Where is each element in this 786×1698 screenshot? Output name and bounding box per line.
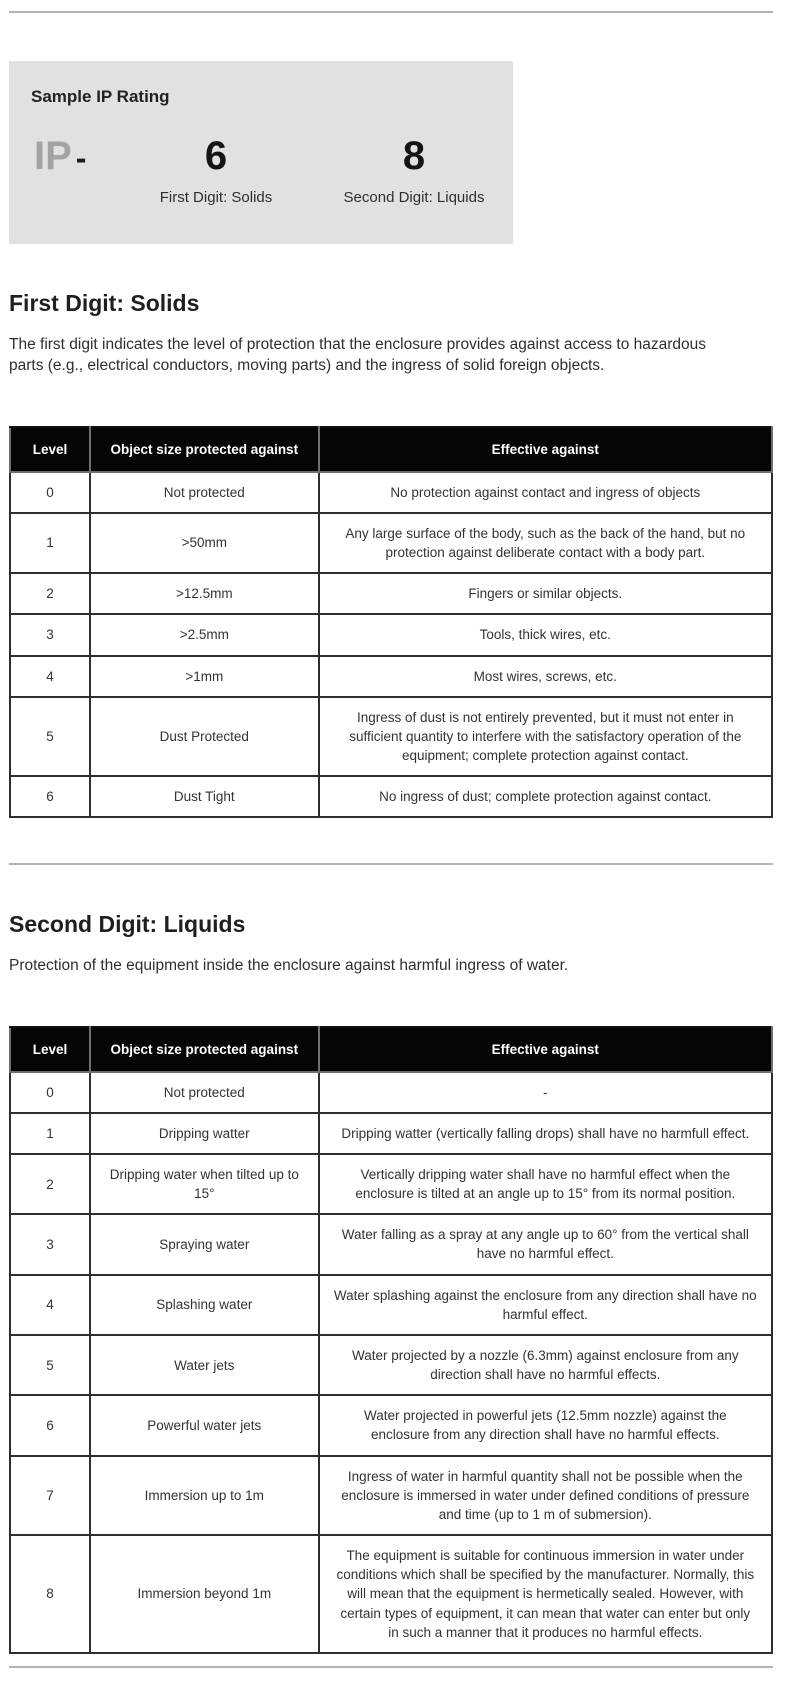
column-header: Level — [10, 427, 90, 472]
second-digit-column — [315, 136, 513, 206]
object-size-cell: Spraying water — [90, 1214, 319, 1274]
solids-table — [9, 426, 773, 819]
level-cell: 5 — [10, 697, 90, 776]
level-cell: 0 — [10, 1072, 90, 1113]
level-cell: 7 — [10, 1456, 90, 1535]
effective-cell: Tools, thick wires, etc. — [319, 614, 772, 655]
object-size-cell: Immersion up to 1m — [90, 1456, 319, 1535]
table-row — [10, 1214, 772, 1274]
effective-cell: Ingress of dust is not entirely prevented, but it must not enter in sufficient quantity to interfere with the satisfactory operation of the equipment; complete protection against contact. — [319, 697, 772, 776]
object-size-cell: >1mm — [90, 656, 319, 697]
object-size-cell: Powerful water jets — [90, 1395, 319, 1455]
table-row — [10, 472, 772, 513]
level-cell: 3 — [10, 1214, 90, 1274]
level-cell: 6 — [10, 776, 90, 817]
level-cell: 6 — [10, 1395, 90, 1455]
level-cell: 4 — [10, 656, 90, 697]
level-cell: 1 — [10, 513, 90, 573]
second-digit-value: 8 — [402, 134, 426, 178]
page — [0, 11, 786, 1698]
column-header: Object size protected against — [90, 1027, 319, 1072]
effective-cell: Water projected by a nozzle (6.3mm) against enclosure from any direction shall have no harmful effects. — [319, 1335, 772, 1395]
table-row — [10, 513, 772, 573]
object-size-cell: Water jets — [90, 1335, 319, 1395]
table-row — [10, 1535, 772, 1653]
section-divider — [9, 863, 773, 865]
level-cell: 2 — [10, 1154, 90, 1214]
level-cell: 8 — [10, 1535, 90, 1653]
solids-section-intro: The first digit indicates the level of protection that the enclosure provides against access to hazardous parts (e.g., electrical conductors, moving parts) and the ingress of solid foreign objects. — [9, 336, 707, 375]
column-header: Effective against — [319, 1027, 772, 1072]
level-cell: 1 — [10, 1113, 90, 1154]
level-cell: 3 — [10, 614, 90, 655]
effective-cell: Water splashing against the enclosure from any direction shall have no harmful effect. — [319, 1275, 772, 1335]
object-size-cell: Dripping water when tilted up to 15° — [90, 1154, 319, 1214]
ip-letters: IP — [34, 134, 72, 178]
effective-cell: The equipment is suitable for continuous immersion in water under conditions which shall be specified by the manufacturer. Normally, this will mean that the equipment is hermetically sealed. However, with certain types of equipment, it can mean that water can enter but only in such a manner that it produces no harmful effects. — [319, 1535, 772, 1653]
object-size-cell: Dripping watter — [90, 1113, 319, 1154]
table-row — [10, 656, 772, 697]
effective-cell: Water projected in powerful jets (12.5mm nozzle) against the enclosure from any direction shall have no harmful effects. — [319, 1395, 772, 1455]
liquids-table — [9, 1026, 773, 1654]
ip-rating-display — [9, 134, 513, 206]
table-row — [10, 1154, 772, 1214]
column-header: Effective against — [319, 427, 772, 472]
table-row — [10, 697, 772, 776]
object-size-cell: Dust Tight — [90, 776, 319, 817]
effective-cell: Dripping watter (vertically falling drops) shall have no harmfull effect. — [319, 1113, 772, 1154]
bottom-divider — [9, 1666, 773, 1668]
table-row — [10, 1113, 772, 1154]
first-digit-value: 6 — [204, 134, 228, 178]
effective-cell: Any large surface of the body, such as the back of the hand, but no protection against deliberate contact with a body part. — [319, 513, 772, 573]
effective-cell: Fingers or similar objects. — [319, 573, 772, 614]
second-digit-caption: Second Digit: Liquids — [343, 189, 485, 206]
object-size-cell: Not protected — [90, 1072, 319, 1113]
object-size-cell: >2.5mm — [90, 614, 319, 655]
level-cell: 4 — [10, 1275, 90, 1335]
effective-cell: No ingress of dust; complete protection against contact. — [319, 776, 772, 817]
column-header: Level — [10, 1027, 90, 1072]
effective-cell: Water falling as a spray at any angle up to 60° from the vertical shall have no harmful effect. — [319, 1214, 772, 1274]
object-size-cell: >50mm — [90, 513, 319, 573]
level-cell: 2 — [10, 573, 90, 614]
object-size-cell: Splashing water — [90, 1275, 319, 1335]
table-row — [10, 1395, 772, 1455]
sample-ip-rating-box — [9, 61, 513, 244]
column-header: Object size protected against — [90, 427, 319, 472]
effective-cell: Vertically dripping water shall have no harmful effect when the enclosure is tilted at an angle up to 15° from its normal position. — [319, 1154, 772, 1214]
effective-cell: Most wires, screws, etc. — [319, 656, 772, 697]
level-cell: 0 — [10, 472, 90, 513]
table-row — [10, 614, 772, 655]
effective-cell: - — [319, 1072, 772, 1113]
sample-box-title: Sample IP Rating — [31, 87, 170, 106]
table-header-row — [10, 427, 772, 472]
object-size-cell: Immersion beyond 1m — [90, 1535, 319, 1653]
solids-section-heading: First Digit: Solids — [9, 290, 200, 316]
object-size-cell: Dust Protected — [90, 697, 319, 776]
object-size-cell: >12.5mm — [90, 573, 319, 614]
table-row — [10, 1275, 772, 1335]
table-row — [10, 1072, 772, 1113]
liquids-section-heading: Second Digit: Liquids — [9, 911, 246, 938]
table-row — [10, 573, 772, 614]
table-row — [10, 1335, 772, 1395]
first-digit-column — [117, 136, 315, 206]
table-header-row — [10, 1027, 772, 1072]
ip-prefix — [9, 134, 117, 179]
top-divider — [9, 11, 773, 13]
object-size-cell: Not protected — [90, 472, 319, 513]
ip-dash: - — [75, 140, 87, 176]
liquids-section-intro: Protection of the equipment inside the enclosure against harmful ingress of water. — [9, 957, 569, 975]
effective-cell: Ingress of water in harmful quantity shall not be possible when the enclosure is immersed in water under defined conditions of pressure and time (up to 1 m of submersion). — [319, 1456, 772, 1535]
table-row — [10, 1456, 772, 1535]
effective-cell: No protection against contact and ingress of objects — [319, 472, 772, 513]
table-row — [10, 776, 772, 817]
first-digit-caption: First Digit: Solids — [159, 189, 273, 206]
level-cell: 5 — [10, 1335, 90, 1395]
